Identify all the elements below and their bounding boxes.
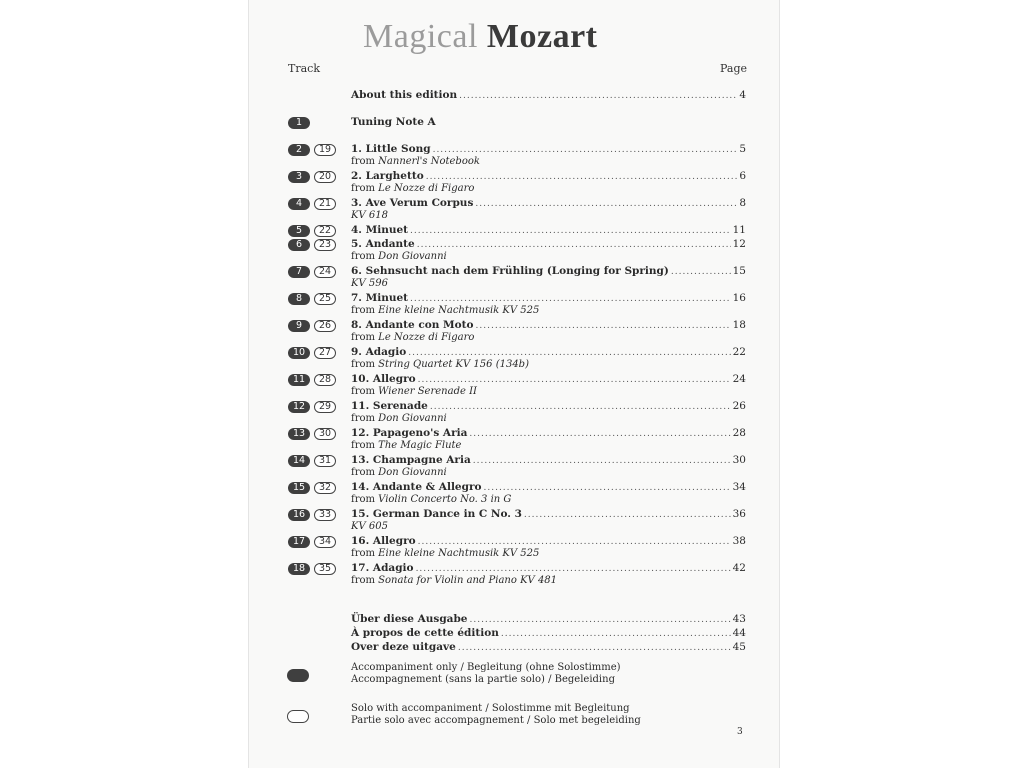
toc-entry-page: 34 (732, 481, 746, 493)
toc-entry-page: 4 (739, 89, 746, 101)
source-work: Don Giovanni (378, 467, 447, 478)
toc-entry-line (351, 373, 746, 386)
track-badges (288, 563, 336, 575)
accompaniment-track-badge[interactable]: 11 (288, 374, 310, 386)
accompaniment-track-badge[interactable]: 12 (288, 401, 310, 413)
toc-entry-page: 11 (732, 224, 746, 236)
leader-dots (459, 90, 737, 103)
leader-dots (671, 266, 731, 279)
track-badges (288, 117, 310, 129)
toc-entry-line (351, 481, 746, 494)
toc-entry-page: 6 (739, 170, 746, 182)
accompaniment-track-badge[interactable]: 18 (288, 563, 310, 575)
source-prefix: from (351, 156, 375, 167)
source-work: The Magic Flute (378, 440, 462, 451)
toc-entry-source (351, 575, 746, 587)
solo-track-badge[interactable]: 26 (314, 320, 336, 332)
toc-entry[interactable] (351, 143, 746, 168)
toc-entry-line (351, 562, 746, 575)
leader-dots (524, 509, 731, 522)
track-badges (288, 225, 336, 237)
toc-entry[interactable] (351, 116, 746, 129)
source-work: Eine kleine Nachtmusik KV 525 (378, 548, 540, 559)
source-prefix: from (351, 548, 375, 559)
toc-entry[interactable] (351, 481, 746, 506)
track-badges (288, 428, 336, 440)
toc-entry-source (351, 548, 746, 560)
source-prefix: from (351, 386, 375, 397)
source-work: String Quartet KV 156 (134b) (378, 359, 529, 370)
source-prefix: from (351, 413, 375, 424)
toc-entry[interactable] (351, 265, 746, 290)
toc-entry-line (351, 427, 746, 440)
track-badges (288, 509, 336, 521)
toc-entry-source (351, 210, 746, 222)
toc-entry[interactable] (351, 641, 746, 654)
accompaniment-track-badge[interactable]: 10 (288, 347, 310, 359)
source-prefix: from (351, 494, 375, 505)
track-badges (288, 266, 336, 278)
toc-entry-title: 13. Champagne Aria (351, 454, 471, 466)
legend-outline-badge (287, 710, 309, 723)
source-prefix: from (351, 440, 375, 451)
toc-entry-title: 15. German Dance in C No. 3 (351, 508, 522, 520)
toc-entry-source (351, 251, 746, 263)
track-badges (288, 320, 336, 332)
solo-track-badge[interactable]: 23 (314, 239, 336, 251)
toc-entry-title: 14. Andante & Allegro (351, 481, 482, 493)
source-prefix: from (351, 305, 375, 316)
track-badges (288, 347, 336, 359)
source-work: Violin Concerto No. 3 in G (378, 494, 512, 505)
solo-track-badge[interactable]: 24 (314, 266, 336, 278)
toc-entry-page: 42 (732, 562, 746, 574)
toc-entry-line (351, 508, 746, 521)
toc-entry[interactable] (351, 238, 746, 263)
toc-entry-source (351, 156, 746, 168)
toc-entry-title: Über diese Ausgabe (351, 613, 468, 625)
toc-entry-source (351, 467, 746, 479)
solo-track-badge[interactable]: 19 (314, 144, 336, 156)
toc-entry-page: 16 (732, 292, 746, 304)
toc-entry[interactable] (351, 627, 746, 640)
toc-entry-page: 30 (732, 454, 746, 466)
toc-entry-source (351, 494, 746, 506)
toc-entry-page: 26 (732, 400, 746, 412)
toc-entry-source (351, 440, 746, 452)
legend-line: Solo with accompaniment / Solostimme mit Begleitung (351, 703, 630, 714)
source-work: KV 596 (351, 278, 388, 289)
toc-entry-page: 24 (732, 373, 746, 385)
toc-entry[interactable] (351, 613, 746, 626)
solo-track-badge[interactable]: 27 (314, 347, 336, 359)
source-work: Le Nozze di Figaro (378, 332, 475, 343)
toc-entry-title: 8. Andante con Moto (351, 319, 474, 331)
toc-entry-title: 16. Allegro (351, 535, 416, 547)
toc-entry-title: 7. Minuet (351, 292, 409, 304)
toc-entry-title: 17. Adagio (351, 562, 414, 574)
toc-entry-page: 8 (739, 197, 746, 209)
toc-entry-line (351, 116, 746, 129)
accompaniment-track-badge[interactable]: 16 (288, 509, 310, 521)
accompaniment-track-badge[interactable]: 14 (288, 455, 310, 467)
page-column-header: Page (720, 62, 748, 75)
toc-entry-line (351, 319, 746, 332)
toc-entry-title: 3. Ave Verum Corpus (351, 197, 474, 209)
toc-entry-page: 38 (732, 535, 746, 547)
toc-entry-line (351, 613, 746, 626)
solo-track-badge[interactable]: 28 (314, 374, 336, 386)
accompaniment-track-badge[interactable]: 7 (288, 266, 310, 278)
track-badges (288, 482, 336, 494)
accompaniment-track-badge[interactable]: 8 (288, 293, 310, 305)
toc-entry-title: About this edition (351, 89, 458, 101)
source-prefix: from (351, 251, 375, 262)
toc-entry[interactable] (351, 224, 746, 237)
source-work: Le Nozze di Figaro (378, 183, 475, 194)
toc-entry-title: Tuning Note A (351, 116, 436, 128)
toc-entry-line (351, 535, 746, 548)
leader-dots (476, 320, 731, 333)
source-prefix: from (351, 183, 375, 194)
toc-entry-line (351, 641, 746, 654)
toc-entry[interactable] (351, 454, 746, 479)
toc-entry-line (351, 454, 746, 467)
track-badges (288, 455, 336, 467)
solo-track-badge[interactable]: 32 (314, 482, 336, 494)
leader-dots (430, 401, 731, 414)
accompaniment-track-badge[interactable]: 5 (288, 225, 310, 237)
toc-entry-source (351, 183, 746, 195)
toc-entry[interactable] (351, 346, 746, 371)
toc-entry-page: 43 (732, 613, 746, 625)
legend-line: Accompaniment only / Begleitung (ohne Solostimme) (351, 662, 621, 673)
leader-dots (410, 225, 731, 238)
page-title (363, 18, 653, 56)
toc-entry[interactable] (351, 400, 746, 425)
toc-entry[interactable] (351, 319, 746, 344)
toc-entry-source (351, 386, 746, 398)
legend-line: Accompagnement (sans la partie solo) / Begeleiding (351, 674, 615, 685)
track-badges (288, 374, 336, 386)
toc-entry-line (351, 627, 746, 640)
solo-track-badge[interactable]: 20 (314, 171, 336, 183)
source-work: Eine kleine Nachtmusik KV 525 (378, 305, 540, 316)
toc-entry-title: 12. Papageno's Aria (351, 427, 468, 439)
solo-track-badge[interactable]: 22 (314, 225, 336, 237)
legend-text (351, 703, 641, 727)
track-badges (288, 239, 336, 251)
toc-entry-line (351, 265, 746, 278)
accompaniment-track-badge[interactable]: 3 (288, 171, 310, 183)
leader-dots (417, 239, 731, 252)
toc-entry-line (351, 197, 746, 210)
toc-entry[interactable] (351, 197, 746, 222)
toc-entry-page: 5 (739, 143, 746, 155)
track-badges (288, 144, 336, 156)
track-badges (288, 536, 336, 548)
leader-dots (469, 428, 730, 441)
toc-entry-title: 9. Adagio (351, 346, 407, 358)
toc-entry-line (351, 224, 746, 237)
toc-entry-line (351, 400, 746, 413)
accompaniment-track-badge[interactable]: 6 (288, 239, 310, 251)
source-prefix: from (351, 575, 375, 586)
toc-entry-line (351, 143, 746, 156)
accompaniment-track-badge[interactable]: 4 (288, 198, 310, 210)
track-badges (288, 171, 336, 183)
toc-entry-source (351, 305, 746, 317)
toc-entry[interactable] (351, 170, 746, 195)
title-light-word: Magical (363, 18, 478, 55)
toc-entry-line (351, 238, 746, 251)
solo-track-badge[interactable]: 35 (314, 563, 336, 575)
track-badges (288, 198, 336, 210)
toc-entry-title: 5. Andante (351, 238, 415, 250)
leader-dots (475, 198, 737, 211)
source-work: Nannerl's Notebook (378, 156, 480, 167)
toc-entry-line (351, 170, 746, 183)
accompaniment-track-badge[interactable]: 1 (288, 117, 310, 129)
track-column-header: Track (288, 62, 320, 75)
toc-entry-page: 28 (732, 427, 746, 439)
solo-track-badge[interactable]: 30 (314, 428, 336, 440)
toc-entry-page: 45 (732, 641, 746, 653)
toc-entry-source (351, 413, 746, 425)
leader-dots (469, 614, 730, 627)
toc-entry-title: Over deze uitgave (351, 641, 456, 653)
toc-entry-page: 36 (732, 508, 746, 520)
toc-entry-title: À propos de cette édition (351, 627, 499, 639)
toc-entry-line (351, 346, 746, 359)
leader-dots (501, 628, 731, 641)
accompaniment-track-badge[interactable]: 15 (288, 482, 310, 494)
leader-dots (484, 482, 731, 495)
toc-entry-line (351, 89, 746, 102)
track-badges (288, 293, 336, 305)
toc-entry-title: 10. Allegro (351, 373, 416, 385)
page-number: 3 (737, 727, 743, 737)
solo-track-badge[interactable]: 31 (314, 455, 336, 467)
toc-entry-source (351, 332, 746, 344)
source-work: Sonata for Violin and Piano KV 481 (378, 575, 558, 586)
legend-line: Partie solo avec accompagnement / Solo met begeleiding (351, 715, 641, 726)
toc-entry-source (351, 278, 746, 290)
accompaniment-track-badge[interactable]: 9 (288, 320, 310, 332)
source-work: KV 605 (351, 521, 388, 532)
toc-entry[interactable] (351, 562, 746, 587)
solo-track-badge[interactable]: 34 (314, 536, 336, 548)
leader-dots (473, 455, 731, 468)
toc-entry-source (351, 521, 746, 533)
toc-entry-page: 15 (732, 265, 746, 277)
toc-entry[interactable] (351, 427, 746, 452)
title-dark-word: Mozart (486, 18, 598, 55)
toc-entry[interactable] (351, 508, 746, 533)
toc-entry[interactable] (351, 292, 746, 317)
toc-entry-line (351, 292, 746, 305)
toc-entry-title: 11. Serenade (351, 400, 428, 412)
legend-text (351, 662, 621, 686)
solo-track-badge[interactable]: 33 (314, 509, 336, 521)
solo-track-badge[interactable]: 29 (314, 401, 336, 413)
accompaniment-track-badge[interactable]: 17 (288, 536, 310, 548)
toc-entry[interactable] (351, 373, 746, 398)
source-work: Don Giovanni (378, 251, 447, 262)
legend-filled-badge (287, 669, 309, 682)
source-prefix: from (351, 359, 375, 370)
toc-entry-page: 18 (732, 319, 746, 331)
toc-entry-title: 2. Larghetto (351, 170, 424, 182)
solo-track-badge[interactable]: 21 (314, 198, 336, 210)
source-work: Don Giovanni (378, 413, 447, 424)
toc-entry[interactable] (351, 89, 746, 102)
source-work: KV 618 (351, 210, 388, 221)
solo-track-badge[interactable]: 25 (314, 293, 336, 305)
source-prefix: from (351, 467, 375, 478)
leader-dots (458, 642, 731, 655)
accompaniment-track-badge[interactable]: 13 (288, 428, 310, 440)
toc-entry-page: 12 (732, 238, 746, 250)
toc-entry-page: 22 (732, 346, 746, 358)
toc-entry-title: 4. Minuet (351, 224, 409, 236)
toc-entry-page: 44 (732, 627, 746, 639)
track-badges (288, 401, 336, 413)
source-work: Wiener Serenade II (378, 386, 477, 397)
accompaniment-track-badge[interactable]: 2 (288, 144, 310, 156)
toc-entry-title: 1. Little Song (351, 143, 431, 155)
toc-entry[interactable] (351, 535, 746, 560)
toc-entry-title: 6. Sehnsucht nach dem Frühling (Longing for Spring) (351, 265, 669, 277)
toc-entry-source (351, 359, 746, 371)
source-prefix: from (351, 332, 375, 343)
